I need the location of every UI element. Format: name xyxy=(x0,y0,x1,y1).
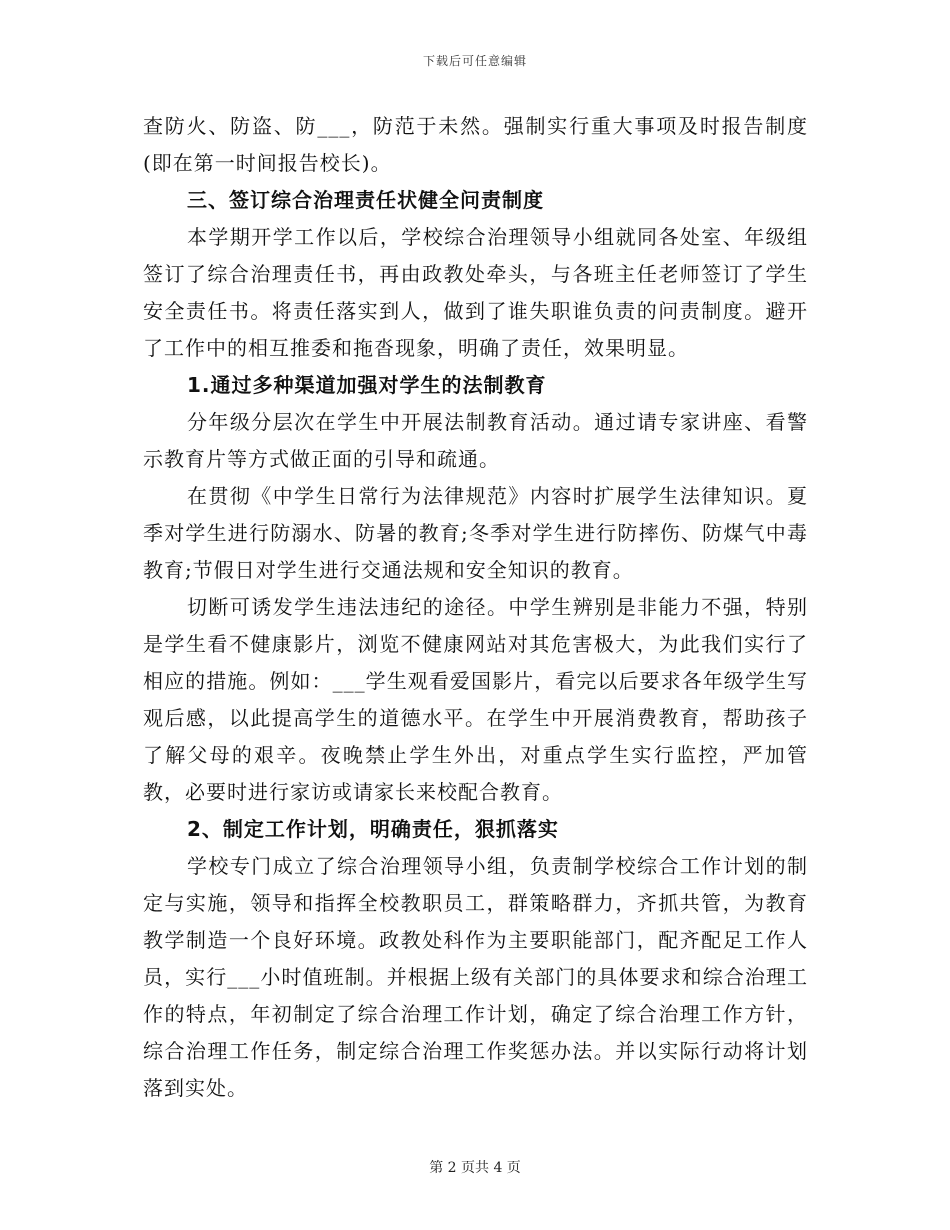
paragraph-behavior-norms: 在贯彻《中学生日常行为法律规范》内容时扩展学生法律知识。夏季对学生进行防溺水、防暑的教育;冬季对学生进行防摔伤、防煤气中毒教育;节假日对学生进行交通法规和安全知识的教育。 xyxy=(143,484,808,582)
paragraph-work-plan: 学校专门成立了综合治理领导小组，负责制学校综合工作计划的制定与实施，领导和指挥全校教职员工，群策略群力，齐抓共管，为教育教学制造一个良好环境。政教处科作为主要职能部门，配齐配足工作人员，实行___小时值班制。并根据上级有关部门的具体要求和综合治理工作的特点，年初制定了综合治理工作计划，确定了综合治理工作方针，综合治理工作任务，制定综合治理工作奖惩办法。并以实际行动将计划落到实处。 xyxy=(143,854,808,1100)
subheading-legal-education: 1.通过多种渠道加强对学生的法制教育 xyxy=(187,373,547,397)
page-header: 下载后可任意编辑 xyxy=(422,54,527,68)
paragraph-responsibility-contracts: 本学期开学工作以后，学校综合治理领导小组就同各处室、年级组签订了综合治理责任书，再由政教处牵头，与各班主任老师签订了学生安全责任书。将责任落实到人，做到了谁失职谁负责的问责制度。避开了工作中的相互推委和拖沓现象，明确了责任，效果明显。 xyxy=(143,225,808,360)
subheading-work-plan: 2、制定工作计划，明确责任，狠抓落实 xyxy=(187,817,559,841)
paragraph-fire-prevention: 查防火、防盗、防___，防范于未然。强制实行重大事项及时报告制度(即在第一时间报告校长)。 xyxy=(143,114,808,175)
page-footer: 第 2 页共 4 页 xyxy=(429,1160,521,1176)
document-body xyxy=(143,108,808,1107)
paragraph-legal-activities: 分年级分层次在学生中开展法制教育活动。通过请专家讲座、看警示教育片等方式做正面的引导和疏通。 xyxy=(143,410,808,471)
paragraph-prevention-measures: 切断可诱发学生违法违纪的途径。中学生辨别是非能力不强，特别是学生看不健康影片，浏览不健康网站对其危害极大，为此我们实行了相应的措施。例如：___学生观看爱国影片，看完以后要求各年级学生写观后感，以此提高学生的道德水平。在学生中开展消费教育，帮助孩子了解父母的艰辛。夜晚禁止学生外出，对重点学生实行监控，严加管教，必要时进行家访或请家长来校配合教育。 xyxy=(143,595,808,804)
section-heading-responsibility: 三、签订综合治理责任状健全问责制度 xyxy=(187,188,544,212)
